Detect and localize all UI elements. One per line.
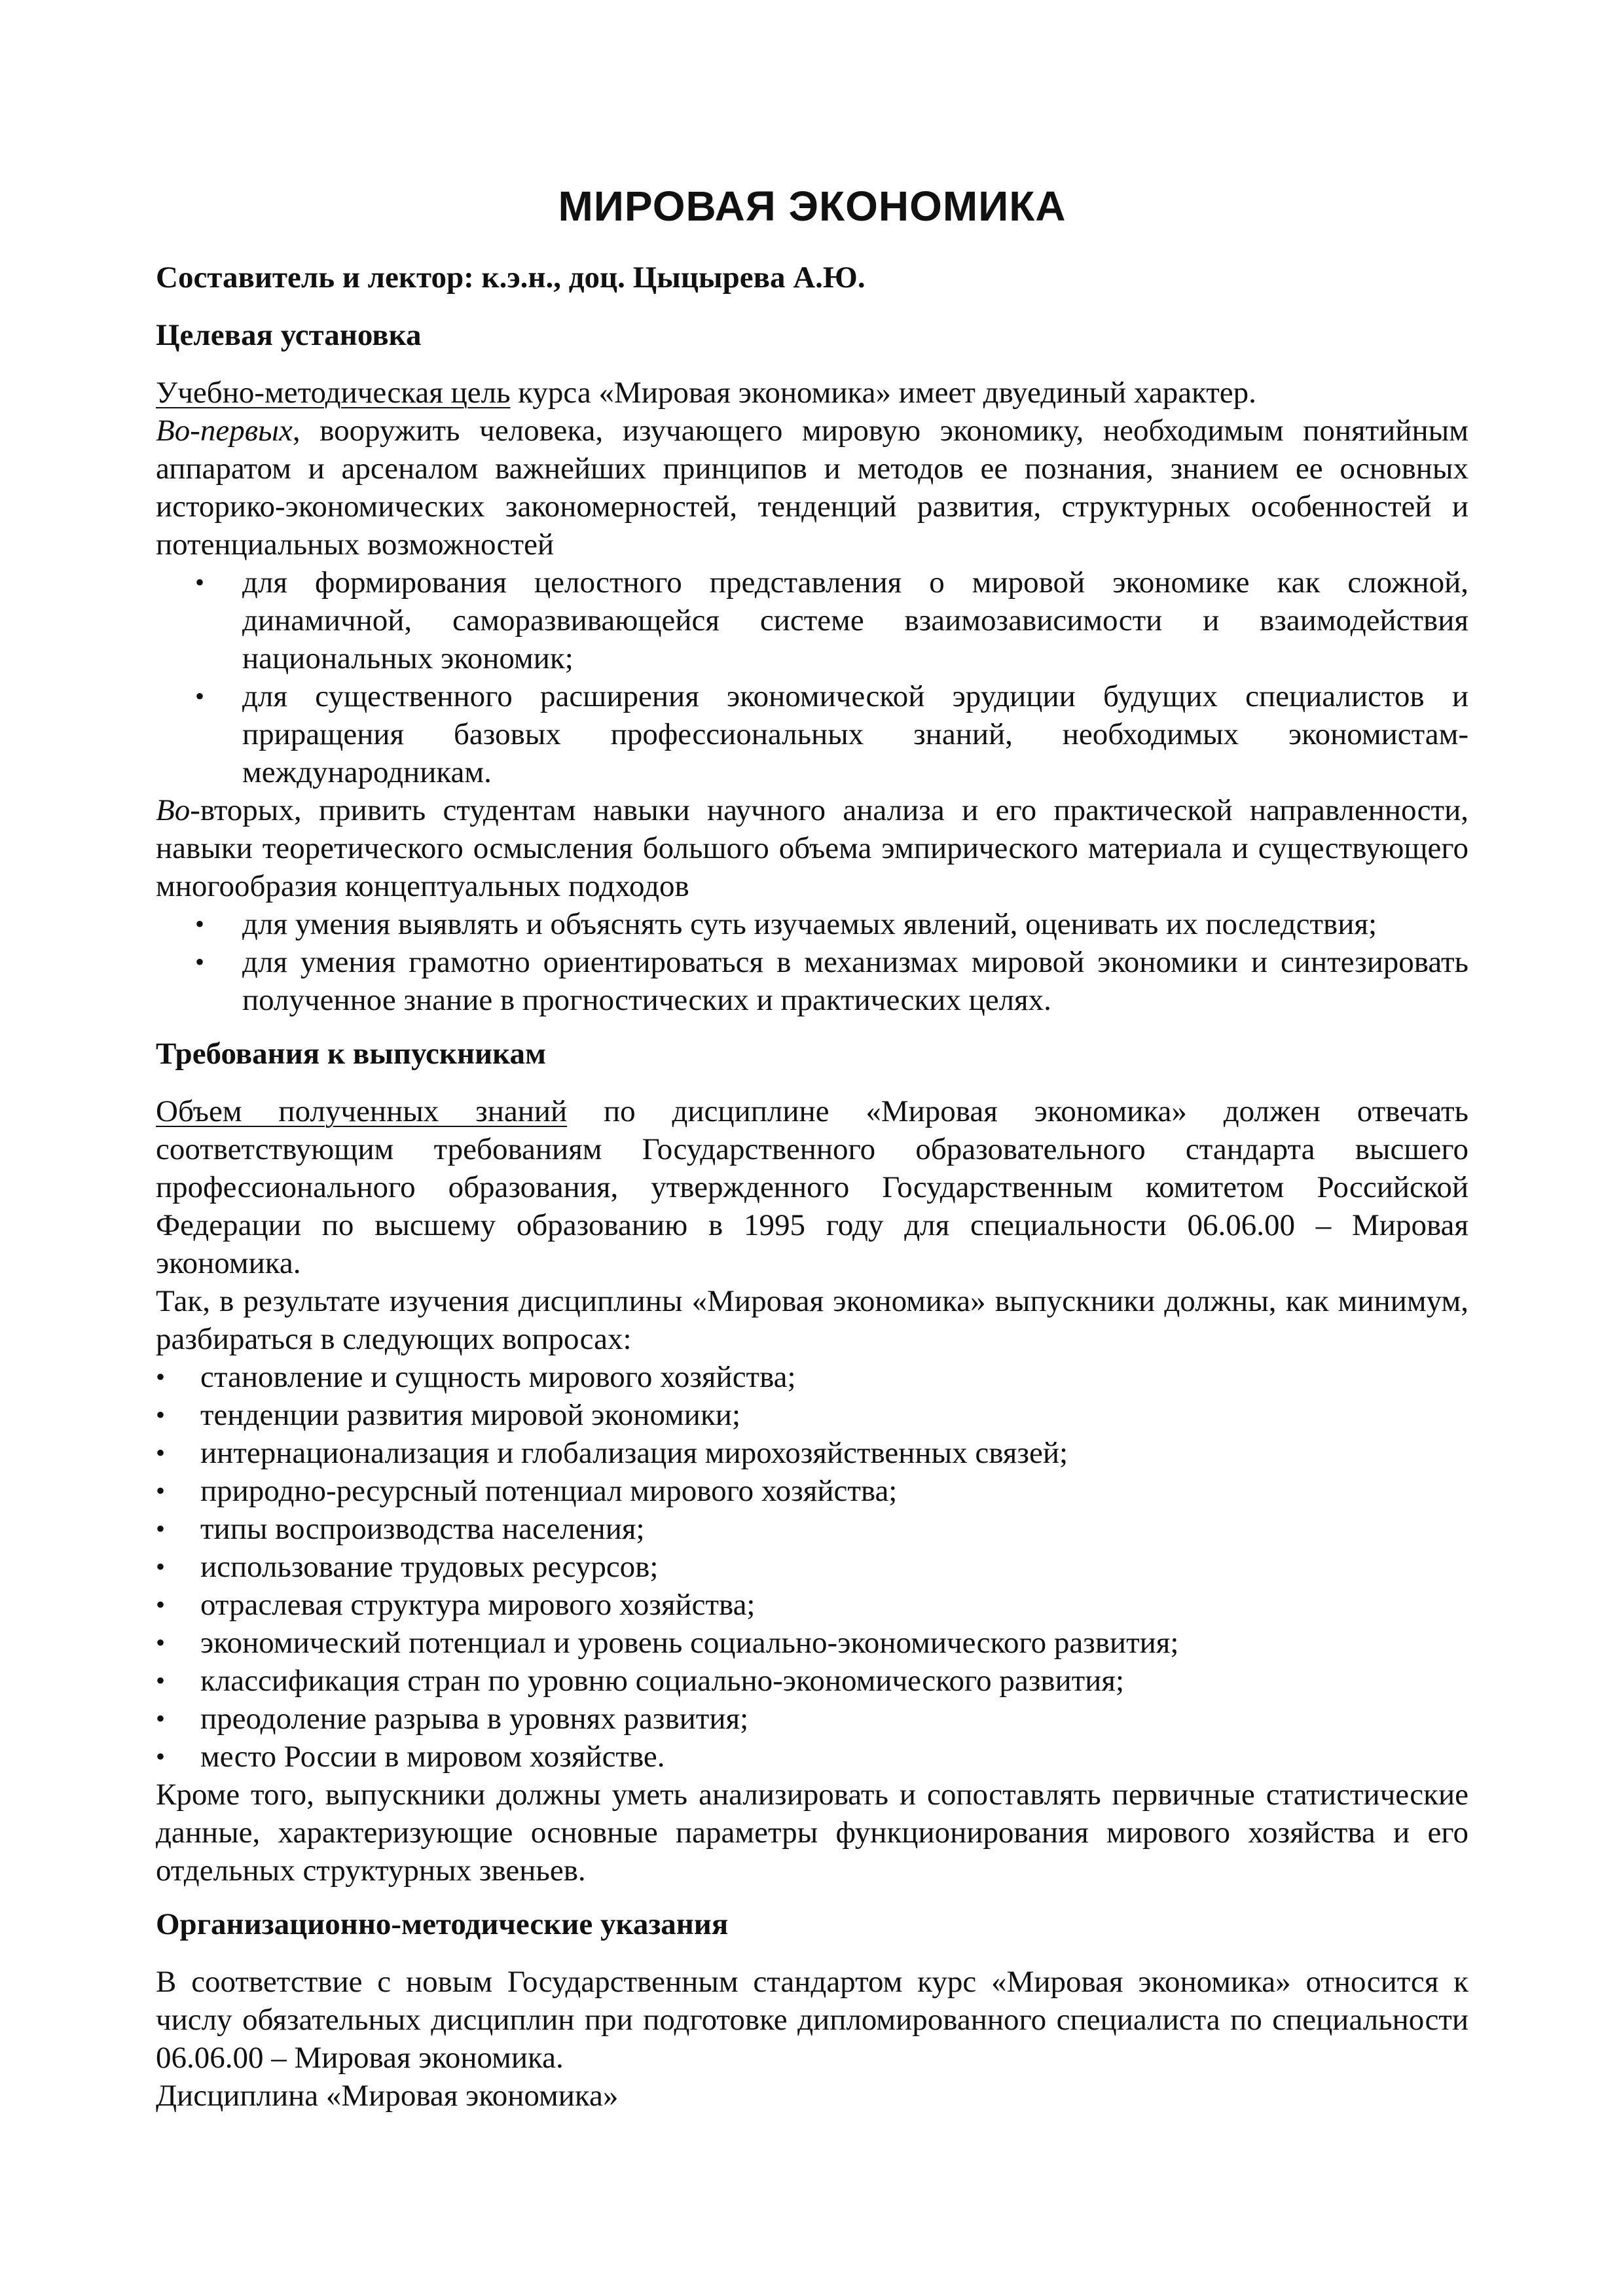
list-item-text: для умения грамотно ориентироваться в механизмах мировой экономики и синтезировать полученное знание в прогностических и практических целях. — [242, 945, 1468, 1017]
goal-second-paragraph — [156, 791, 1468, 905]
list-item-text: отраслевая структура мирового хозяйства; — [200, 1588, 756, 1622]
goal-first-paragraph — [156, 412, 1468, 564]
list-item — [156, 1700, 1468, 1738]
requirements-list — [156, 1358, 1468, 1776]
list-item — [156, 1396, 1468, 1434]
list-item — [156, 564, 1468, 677]
list-item-text: использование трудовых ресурсов; — [200, 1550, 659, 1584]
list-item — [156, 1586, 1468, 1624]
list-item-text: для формирования целостного представления о мировой экономике как сложной, динамичной, саморазвивающейся системе взаимозависимости и взаимодействия национальных экономик; — [242, 565, 1468, 675]
bullet-icon: • — [195, 567, 205, 597]
list-item-text: место России в мировом хозяйстве. — [200, 1740, 665, 1774]
bullet-icon: • — [156, 1400, 166, 1429]
requirements-paragraph-3: Кроме того, выпускники должны уметь анализировать и сопоставлять первичные статистические данные, характеризующие основные параметры функционирования мирового хозяйства и его отдельных структурных звеньев. — [156, 1778, 1468, 1888]
bullet-icon: • — [156, 1476, 166, 1505]
bullet-icon: • — [195, 909, 205, 939]
requirements-paragraph-1 — [156, 1092, 1468, 1282]
section-heading-goal: Целевая установка — [156, 318, 422, 352]
bullet-icon: • — [156, 1666, 166, 1695]
bullet-icon: • — [156, 1742, 166, 1771]
list-item — [156, 1548, 1468, 1586]
bullet-icon: • — [156, 1590, 166, 1619]
bullet-icon: • — [156, 1704, 166, 1733]
goal-second-bullets — [156, 905, 1468, 1019]
list-item-text: природно-ресурсный потенциал мирового хозяйства; — [200, 1474, 898, 1508]
bullet-icon: • — [156, 1438, 166, 1467]
list-item-text: тенденции развития мировой экономики; — [200, 1398, 741, 1432]
list-item-text: интернационализация и глобализация мирохозяйственных связей; — [200, 1436, 1068, 1470]
document-body — [156, 180, 1468, 2115]
list-item — [156, 943, 1468, 1019]
bullet-icon: • — [156, 1552, 166, 1581]
author-line: Составитель и лектор: к.э.н., доц. Цыцырева А.Ю. — [156, 260, 866, 295]
goal-first-bullets — [156, 564, 1468, 791]
list-item — [156, 905, 1468, 943]
goal-intro — [156, 374, 1468, 412]
goal-first-rest: , вооружить человека, изучающего мировую экономику, необходимым понятийным аппаратом и арсеналом важнейших принципов и методов ее познания, знанием ее основных историко-экономических закономерностей, тенденций развития, структурных особенностей и потенциальных возможностей — [156, 414, 1468, 562]
bullet-icon: • — [195, 681, 205, 711]
goal-first-italic: Во-первых — [156, 414, 293, 448]
list-item-text: типы воспроизводства населения; — [200, 1512, 645, 1546]
goal-second-italic: Во — [156, 793, 191, 827]
list-item — [156, 1662, 1468, 1700]
list-item-text: экономический потенциал и уровень социально-экономического развития; — [200, 1626, 1179, 1660]
list-item-text: для существенного расширения экономической эрудиции будущих специалистов и приращения базовых профессиональных знаний, необходимых экономистам-международникам. — [242, 679, 1468, 789]
list-item — [156, 1510, 1468, 1548]
requirements-paragraph-2: Так, в результате изучения дисциплины «Мировая экономика» выпускники должны, как минимум, разбираться в следующих вопросах: — [156, 1284, 1468, 1356]
goal-intro-underlined: Учебно-методическая цель — [156, 376, 511, 410]
list-item-text: преодоление разрыва в уровнях развития; — [200, 1702, 749, 1736]
bullet-icon: • — [195, 947, 205, 977]
section-heading-guidelines: Организационно-методические указания — [156, 1907, 729, 1941]
guidelines-paragraph-2: Дисциплина «Мировая экономика» — [156, 2079, 619, 2113]
list-item — [156, 1434, 1468, 1472]
list-item-text: классификация стран по уровню социально-экономического развития; — [200, 1664, 1125, 1698]
list-item-text: для умения выявлять и объяснять суть изучаемых явлений, оценивать их последствия; — [242, 907, 1377, 941]
bullet-icon: • — [156, 1514, 166, 1543]
list-item — [156, 1358, 1468, 1396]
requirements-rest: по дисциплине «Мировая экономика» должен отвечать соответствующим требованиям Государственного образовательного стандарта высшего профессионального образования, утвержденного Государственным комитетом Российской Федерации по высшему образованию в 1995 году для специальности 06.06.00 – Мировая экономика. — [156, 1094, 1468, 1280]
guidelines-paragraph-1: В соответствие с новым Государственным стандартом курс «Мировая экономика» относится к числу обязательных дисциплин при подготовке дипломированного специалиста по специальности 06.06.00 – Мировая экономика. — [156, 1965, 1468, 2075]
section-heading-requirements: Требования к выпускникам — [156, 1037, 547, 1071]
goal-second-rest: -вторых, привить студентам навыки научного анализа и его практической направленности, навыки теоретического осмысления большого объема эмпирического материала и существующего многообразия концептуальных подходов — [156, 793, 1468, 903]
list-item — [156, 1624, 1468, 1662]
goal-intro-rest: курса «Мировая экономика» имеет двуединый характер. — [510, 376, 1256, 410]
bullet-icon: • — [156, 1362, 166, 1391]
list-item — [156, 1738, 1468, 1776]
list-item — [156, 677, 1468, 791]
document-title: МИРОВАЯ ЭКОНОМИКА — [558, 183, 1067, 230]
list-item-text: становление и сущность мирового хозяйства; — [200, 1360, 796, 1394]
list-item — [156, 1472, 1468, 1510]
requirements-underlined: Объем полученных знаний — [156, 1094, 568, 1128]
bullet-icon: • — [156, 1628, 166, 1657]
